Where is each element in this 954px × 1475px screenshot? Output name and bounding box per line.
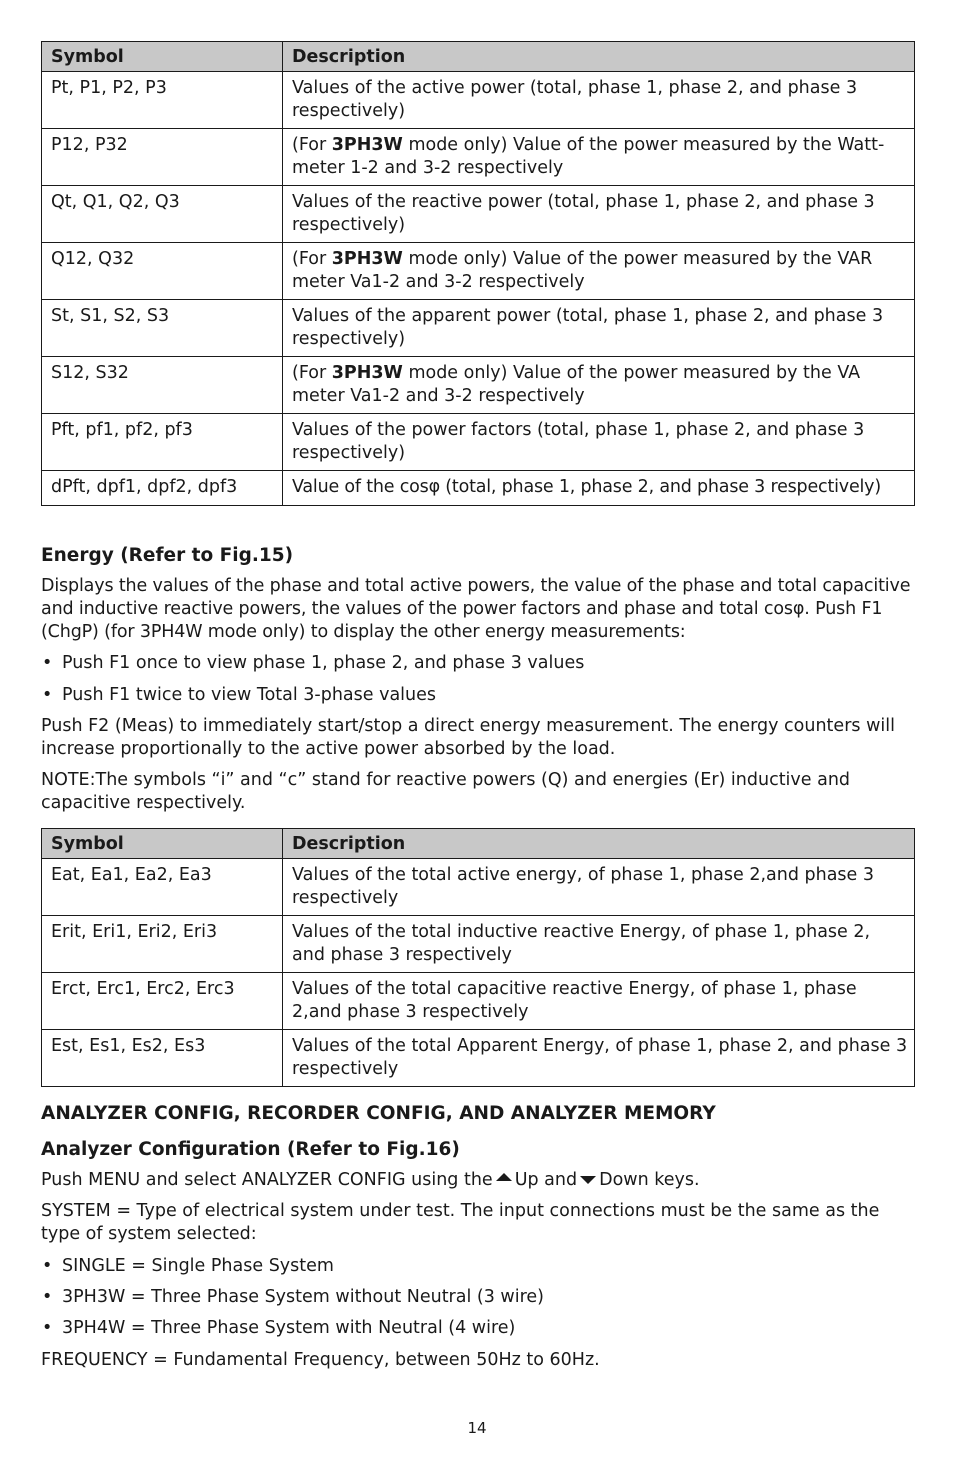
table-row	[42, 973, 915, 1030]
table-row	[42, 300, 915, 357]
table-row	[42, 916, 915, 973]
analyzer-section-heading: ANALYZER CONFIG, RECORDER CONFIG, AND ANALYZER MEMORY	[41, 1103, 716, 1124]
symbol-cell: P12, P32	[42, 129, 283, 186]
symbol-column-header: Symbol	[42, 42, 283, 72]
description-cell: Values of the total Apparent Energy, of phase 1, phase 2, and phase 3 respectively	[283, 1030, 915, 1087]
table-row	[42, 243, 915, 300]
list-item	[41, 1317, 914, 1340]
list-item	[41, 1255, 914, 1278]
description-cell	[283, 243, 915, 300]
symbol-cell: Qt, Q1, Q2, Q3	[42, 186, 283, 243]
mode-keyword: 3PH3W	[331, 249, 403, 269]
list-item-text: 3PH4W = Three Phase System with Neutral (4 wire)	[62, 1318, 516, 1338]
symbol-cell: Pt, P1, P2, P3	[42, 72, 283, 129]
energy-note-paragraph: NOTE:The symbols “i” and “c” stand for reactive powers (Q) and energies (Er) inductive and capacitive respectively.	[41, 770, 851, 813]
symbol-cell: Q12, Q32	[42, 243, 283, 300]
table-row	[42, 186, 915, 243]
mode-keyword: 3PH3W	[331, 363, 403, 383]
desc-text: mode only) Value of the power measured by the VA meter Va1-2 and 3-2 respectively	[292, 363, 861, 406]
list-item-text: 3PH3W = Three Phase System without Neutral (3 wire)	[62, 1287, 545, 1307]
symbol-cell: S12, S32	[42, 357, 283, 414]
list-item-text: Push F1 once to view phase 1, phase 2, and phase 3 values	[62, 653, 585, 673]
analyzer-config-heading: Analyzer Configuration (Refer to Fig.16)	[41, 1139, 460, 1160]
table-header-row	[42, 829, 915, 859]
table-row	[42, 72, 915, 129]
description-cell: Values of the active power (total, phase 1, phase 2, and phase 3 respectively)	[283, 72, 915, 129]
energy-intro-paragraph: Displays the values of the phase and total active powers, the value of the phase and total capacitive and inductive reactive powers, the values of the power factors and phase and total cosφ. Push F1 (ChgP) (for 3PH4W mode only) to display the other energy measurements:	[41, 576, 911, 642]
table-row	[42, 1030, 915, 1087]
description-column-header: Description	[283, 42, 915, 72]
symbol-cell: Pft, pf1, pf2, pf3	[42, 414, 283, 471]
bullet-marker: •	[42, 1318, 53, 1338]
list-item-text: Push F1 twice to view Total 3-phase values	[62, 685, 437, 705]
table-row	[42, 859, 915, 916]
list-item	[41, 1286, 914, 1309]
list-item	[41, 684, 914, 707]
desc-prefix: (For	[292, 135, 332, 155]
bullet-marker: •	[42, 1256, 53, 1276]
description-cell	[283, 357, 915, 414]
symbol-cell: Eat, Ea1, Ea2, Ea3	[42, 859, 283, 916]
table-row	[42, 357, 915, 414]
list-item-text: SINGLE = Single Phase System	[62, 1256, 334, 1276]
table-row	[42, 471, 915, 506]
desc-text: mode only) Value of the power measured by the Watt-meter 1-2 and 3-2 respectively	[292, 135, 885, 178]
description-cell	[283, 129, 915, 186]
symbol-cell: St, S1, S2, S3	[42, 300, 283, 357]
description-cell: Values of the reactive power (total, phase 1, phase 2, and phase 3 respectively)	[283, 186, 915, 243]
menu-text-down: Down keys.	[599, 1170, 700, 1190]
symbol-column-header: Symbol	[42, 829, 283, 859]
analyzer-menu-paragraph	[41, 1169, 914, 1192]
symbol-cell: dPft, dpf1, dpf2, dpf3	[42, 471, 283, 506]
description-cell: Values of the total active energy, of phase 1, phase 2,and phase 3 respectively	[283, 859, 915, 916]
system-paragraph: SYSTEM = Type of electrical system under test. The input connections must be the same as the type of system selected:	[41, 1201, 880, 1244]
bullet-marker: •	[42, 685, 53, 705]
list-item	[41, 652, 914, 675]
down-arrow-icon	[580, 1176, 596, 1184]
page-number: 14	[467, 1419, 487, 1437]
power-symbols-table	[41, 41, 915, 506]
table-row	[42, 414, 915, 471]
up-arrow-icon	[496, 1173, 512, 1181]
bullet-marker: •	[42, 1287, 53, 1307]
symbol-cell: Est, Es1, Es2, Es3	[42, 1030, 283, 1087]
menu-text-up: Up and	[514, 1170, 578, 1190]
description-cell: Values of the total capacitive reactive Energy, of phase 1, phase 2,and phase 3 respectively	[283, 973, 915, 1030]
desc-prefix: (For	[292, 249, 332, 269]
symbol-cell: Erit, Eri1, Eri2, Eri3	[42, 916, 283, 973]
frequency-paragraph: FREQUENCY = Fundamental Frequency, between 50Hz to 60Hz.	[41, 1350, 600, 1370]
desc-text: mode only) Value of the power measured by the VAR meter Va1-2 and 3-2 respectively	[292, 249, 873, 292]
description-cell: Values of the apparent power (total, phase 1, phase 2, and phase 3 respectively)	[283, 300, 915, 357]
menu-text-start: Push MENU and select ANALYZER CONFIG using the	[41, 1170, 493, 1190]
energy-symbols-table	[41, 828, 915, 1087]
energy-meas-paragraph: Push F2 (Meas) to immediately start/stop a direct energy measurement. The energy counters will increase proportionally to the active power absorbed by the load.	[41, 716, 895, 759]
table-header-row	[42, 42, 915, 72]
manual-page	[41, 41, 914, 1372]
description-column-header: Description	[283, 829, 915, 859]
description-cell: Values of the total inductive reactive Energy, of phase 1, phase 2, and phase 3 respectively	[283, 916, 915, 973]
table-row	[42, 129, 915, 186]
symbol-cell: Erct, Erc1, Erc2, Erc3	[42, 973, 283, 1030]
mode-keyword: 3PH3W	[331, 135, 403, 155]
desc-prefix: (For	[292, 363, 332, 383]
description-cell: Value of the cosφ (total, phase 1, phase 2, and phase 3 respectively)	[283, 471, 915, 506]
bullet-marker: •	[42, 653, 53, 673]
energy-heading: Energy (Refer to Fig.15)	[41, 545, 294, 566]
description-cell: Values of the power factors (total, phase 1, phase 2, and phase 3 respectively)	[283, 414, 915, 471]
